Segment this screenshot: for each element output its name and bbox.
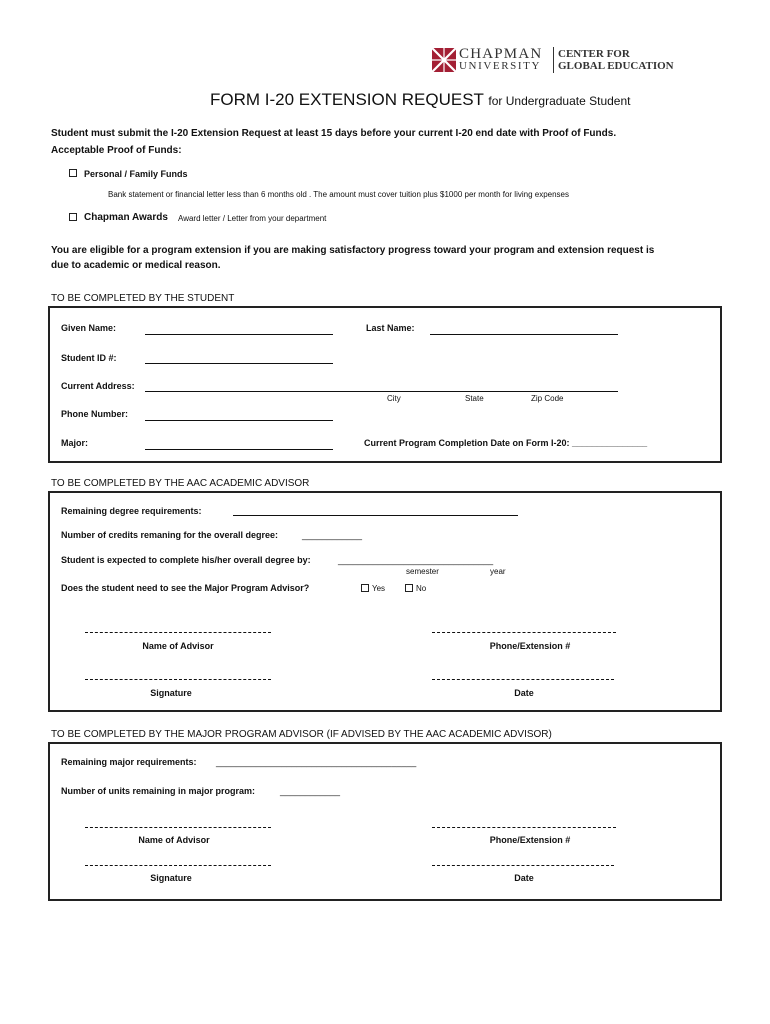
phone-number-label: Phone Number: — [61, 409, 129, 419]
logo-divider — [553, 47, 554, 73]
eligibility-line-2: due to academic or medical reason. — [51, 260, 221, 271]
current-address-field[interactable] — [145, 391, 618, 392]
zip-code-label: Zip Code — [531, 394, 564, 403]
completion-date-label[interactable]: Current Program Completion Date on Form I-20: _______________ — [364, 438, 648, 448]
student-id-label: Student ID #: — [61, 353, 117, 363]
yes-checkbox[interactable] — [361, 584, 369, 592]
advisor-date-label: Date — [514, 688, 534, 698]
major-advisor-phone-field[interactable] — [432, 827, 616, 828]
see-major-advisor-label: Does the student need to see the Major Program Advisor? — [61, 583, 310, 593]
advisor-phone-label: Phone/Extension # — [489, 641, 571, 651]
remaining-major-field[interactable]: ________________________________________ — [216, 757, 417, 767]
advisor-signature-label: Signature — [150, 688, 192, 698]
advisor-signature-field[interactable] — [85, 679, 271, 680]
logo-center-bottom: GLOBAL EDUCATION — [558, 60, 674, 72]
personal-funds-note: Bank statement or financial letter less than 6 months old . The amount must cover tuition plus $1000 per month for living expenses — [108, 190, 569, 199]
logo-center-top: CENTER FOR — [558, 48, 630, 60]
semester-label: semester — [406, 567, 439, 576]
city-label: City — [387, 394, 401, 403]
no-label: No — [416, 584, 427, 593]
logo-university-top: CHAPMAN — [459, 46, 543, 62]
major-advisor-name-field[interactable] — [85, 827, 271, 828]
title-sub: for Undergraduate Student — [488, 94, 631, 108]
major-advisor-signature-field[interactable] — [85, 865, 271, 866]
remaining-degree-label: Remaining degree requirements: — [61, 506, 202, 516]
personal-funds-checkbox[interactable] — [69, 169, 77, 177]
no-checkbox[interactable] — [405, 584, 413, 592]
state-label: State — [465, 394, 484, 403]
title-main: FORM I-20 EXTENSION REQUEST — [210, 90, 484, 109]
chapman-awards-checkbox[interactable] — [69, 213, 77, 221]
chapman-awards-note: Award letter / Letter from your department — [178, 214, 327, 223]
credits-remaining-field[interactable]: ____________ — [302, 530, 363, 540]
given-name-field[interactable] — [145, 334, 333, 335]
current-address-label: Current Address: — [61, 381, 135, 391]
credits-remaining-label: Number of credits remaning for the overall degree: — [61, 530, 279, 540]
units-remaining-label: Number of units remaining in major program: — [61, 786, 256, 796]
eligibility-line-1: You are eligible for a program extension if you are making satisfactory progress toward your program and extension request is — [51, 245, 655, 256]
advisor-section-heading: TO BE COMPLETED BY THE AAC ACADEMIC ADVISOR — [51, 478, 310, 489]
expected-complete-label: Student is expected to complete his/her overall degree by: — [61, 555, 311, 565]
logo-university-bottom: UNIVERSITY — [459, 60, 541, 72]
major-field[interactable] — [145, 449, 333, 450]
student-section-heading: TO BE COMPLETED BY THE STUDENT — [51, 293, 235, 304]
remaining-degree-field[interactable] — [233, 515, 518, 516]
major-label: Major: — [61, 438, 88, 448]
year-label: year — [490, 567, 506, 576]
major-section-heading: TO BE COMPLETED BY THE MAJOR PROGRAM ADVISOR (IF ADVISED BY THE AAC ACADEMIC ADVISOR) — [51, 729, 552, 740]
last-name-field[interactable] — [430, 334, 618, 335]
advisor-name-field[interactable] — [85, 632, 271, 633]
logo — [432, 47, 692, 75]
chapman-seal-icon — [432, 48, 456, 72]
personal-funds-label: Personal / Family Funds — [84, 169, 188, 179]
major-advisor-signature-label: Signature — [150, 873, 192, 883]
remaining-major-label: Remaining major requirements: — [61, 757, 197, 767]
given-name-label: Given Name: — [61, 323, 117, 333]
advisor-date-field[interactable] — [432, 679, 614, 680]
major-advisor-date-label: Date — [514, 873, 534, 883]
phone-number-field[interactable] — [145, 420, 333, 421]
expected-complete-field[interactable]: _______________________________ — [338, 555, 494, 565]
student-id-field[interactable] — [145, 363, 333, 364]
last-name-label: Last Name: — [366, 323, 415, 333]
intro-line-2: Acceptable Proof of Funds: — [51, 145, 182, 156]
page-title — [210, 90, 631, 110]
intro-line-1: Student must submit the I-20 Extension Request at least 15 days before your current I-20 end date with Proof of Funds. — [51, 128, 617, 139]
advisor-name-label: Name of Advisor — [142, 641, 214, 651]
chapman-awards-label: Chapman Awards — [84, 212, 168, 223]
yes-label: Yes — [372, 584, 386, 593]
major-advisor-date-field[interactable] — [432, 865, 614, 866]
advisor-phone-field[interactable] — [432, 632, 616, 633]
units-remaining-field[interactable]: ____________ — [280, 786, 341, 796]
major-advisor-phone-label: Phone/Extension # — [489, 835, 571, 845]
major-advisor-name-label: Name of Advisor — [138, 835, 210, 845]
